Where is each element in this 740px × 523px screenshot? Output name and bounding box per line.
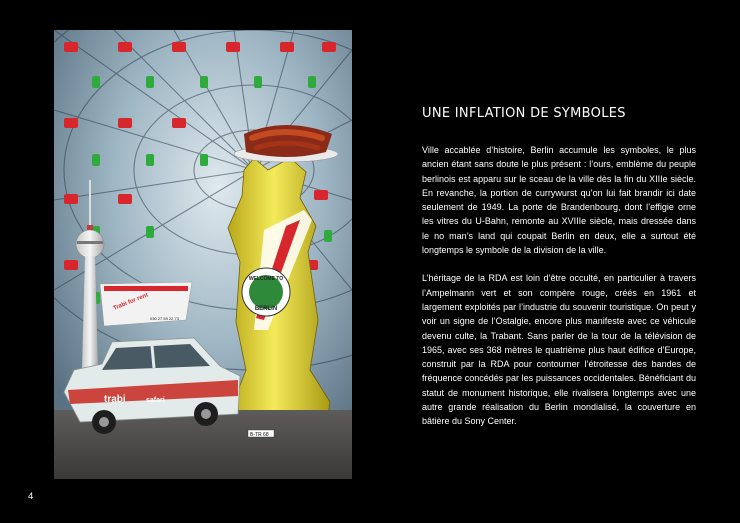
paragraph-2: L’héritage de la RDA est loin d’être occulté, en particulier à travers l’Ampelmann vert et son compère rouge, créés en 1961 et largement exploités par l’industrie du souvenir touristique. On peut y voir un signe de l’Ostalgie, encore plus manifeste avec ce véhicule devenu culte, la Trabant. Sans parler de la tour de la télévision de 1965, avec ses 368 mètres le quatrième plus haut édifice d’Europe, construit par la RDA pour contourner l’étroitesse des bandes de fréquence concédés par les puissances occidentales. Bénéficiant du statut de monument historique, elle rivalisera longtemps avec une autre grande réalisation du Berlin mondialisé, la couverture en bâtière du Sony Center. — [422, 273, 696, 427]
article-body — [422, 143, 696, 443]
car-logo-safari: safari — [146, 397, 165, 404]
car-logo-trabi: trabi — [104, 394, 126, 405]
sign-phone: 030 27 59 22 73 — [150, 316, 179, 321]
paragraph-1: Ville accablée d’histoire, Berlin accumule les symboles, le plus ancien étant sans doute le plus présent : l’ours, emblème du peuple berlinois est apparu sur le sceau de la ville dès la fin du XIIIe siècle. En revanche, la portion de currywurst qu’on lui fait brandir ici date seulement de 1949. La porte de Brandenbourg, dont l’effigie orne les vitres du U-Bahn, remonte au XVIIIe siècle, mais dressée dans le no man’s land qui coupait Berlin en deux, elle a surtout été longtemps le symbole de la division de la ville. — [422, 145, 696, 256]
page-number: 4 — [28, 491, 34, 502]
sign-trabi-rent: Trabi for rent — [112, 292, 150, 312]
article-title: UNE INFLATION DE SYMBOLES — [422, 106, 626, 121]
collage-image — [54, 30, 352, 479]
car-plate: B-TR 68 — [250, 432, 269, 438]
bear-badge-city: BERLIN — [254, 306, 278, 312]
bear-badge-text: WELCOME TO — [248, 276, 284, 282]
